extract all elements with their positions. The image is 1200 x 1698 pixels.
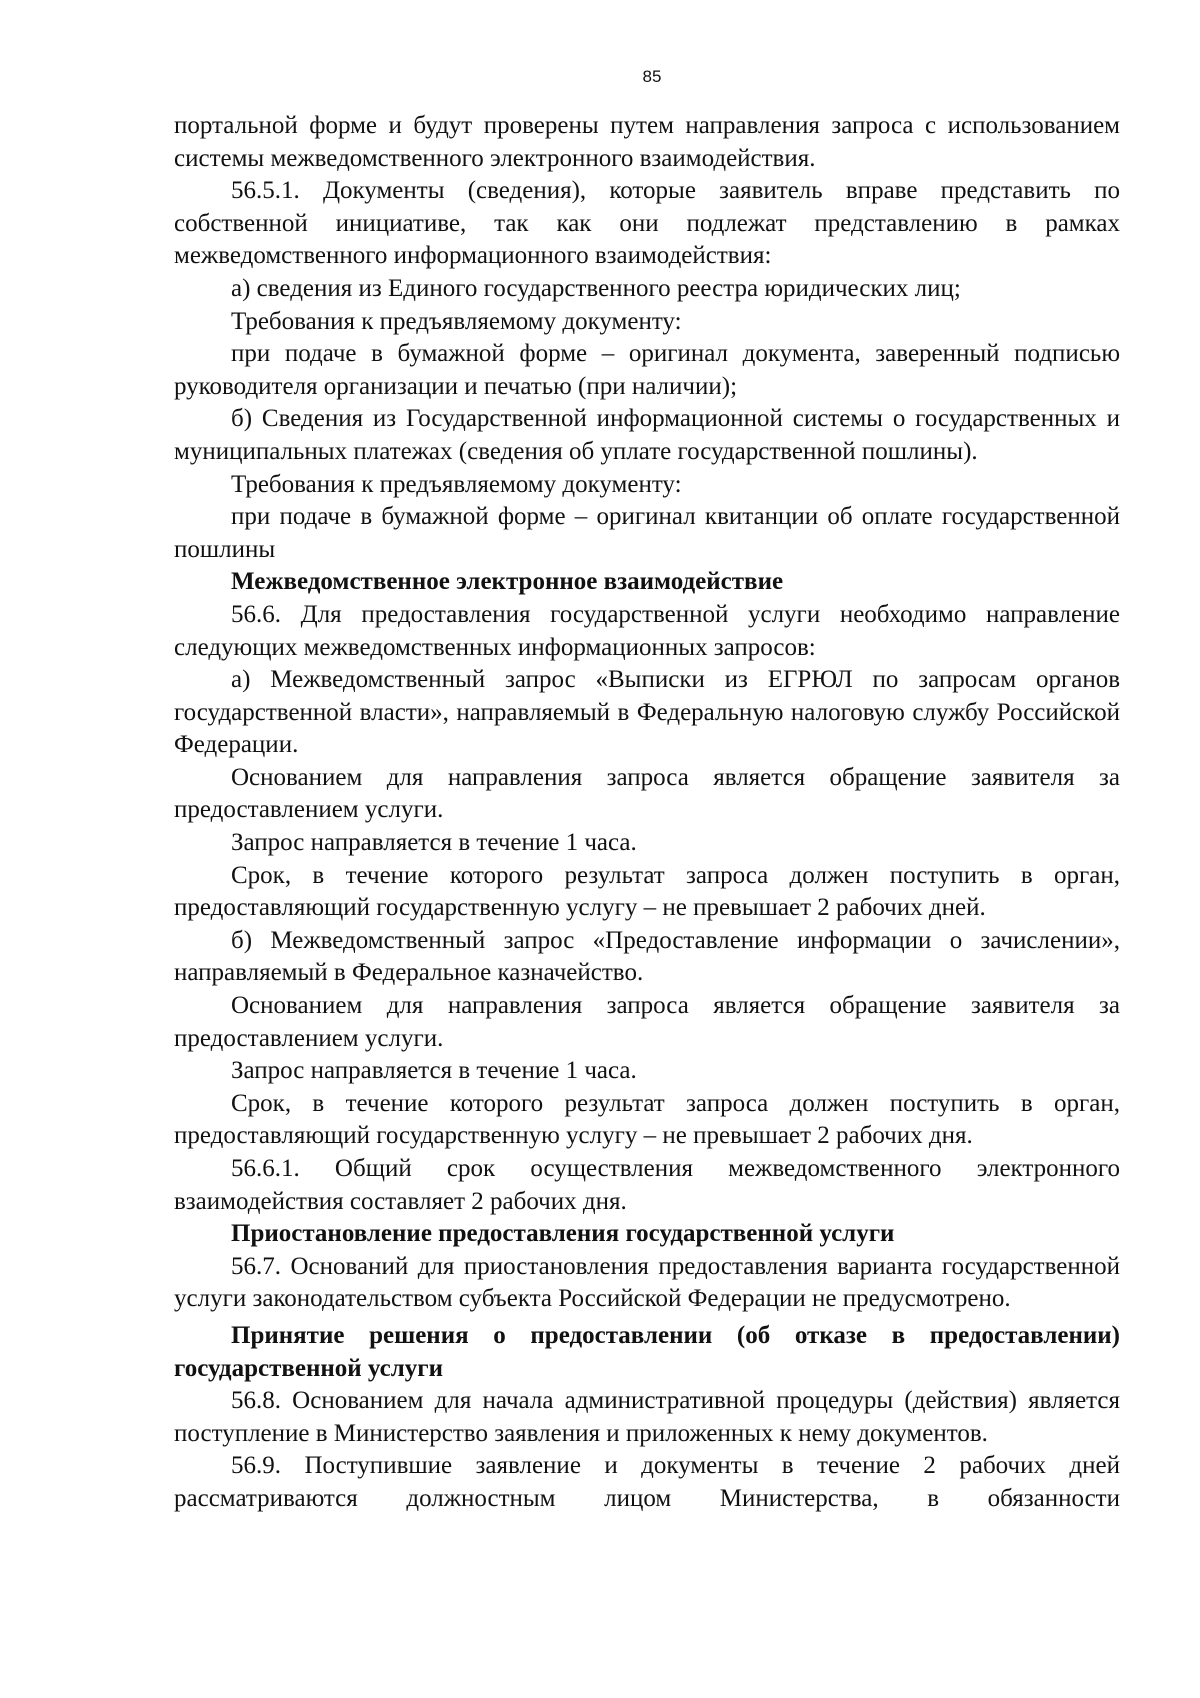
request-result-deadline: Срок, в течение которого результат запроса должен поступить в орган, предоставляющий государственную услугу – не превышает 2 рабочих дня. xyxy=(174,1089,1120,1150)
list-item-a-egrul: а) сведения из Единого государственного реестра юридических лиц; xyxy=(231,274,961,302)
request-timing: Запрос направляется в течение 1 часа. xyxy=(231,829,637,857)
paragraph-56-9: 56.9. Поступившие заявление и документы в течение 2 рабочих дней рассматриваются должностным лицом Министерства, в обязанности xyxy=(174,1452,1120,1512)
request-result-deadline: Срок, в течение которого результат запроса должен поступить в орган, предоставляющий государственную услугу – не превышает 2 рабочих дней. xyxy=(174,861,1120,922)
paragraph-continuation: портальной форме и будут проверены путем направления запроса с использованием системы межведомственного электронного взаимодействия. xyxy=(174,112,1120,172)
request-a-fns: а) Межведомственный запрос «Выписки из ЕГРЮЛ по запросам органов государственной власти», направляемый в Федеральную налоговую службу Российской Федерации. xyxy=(174,666,1120,759)
section-heading-interagency: Межведомственное электронное взаимодействие xyxy=(231,568,784,596)
request-basis: Основанием для направления запроса является обращение заявителя за предоставлением услуги. xyxy=(174,992,1120,1052)
section-heading-decision: Принятие решения о предоставлении (об отказе в предоставлении) государственной услуги xyxy=(174,1321,1120,1382)
request-timing: Запрос направляется в течение 1 часа. xyxy=(231,1057,637,1085)
paragraph-56-7: 56.7. Оснований для приостановления предоставления варианта государственной услуги законодательством субъекта Российской Федерации не предусмотрено. xyxy=(174,1252,1120,1313)
request-basis: Основанием для направления запроса является обращение заявителя за предоставлением услуги. xyxy=(174,763,1120,824)
document-page xyxy=(174,66,1120,1516)
page-number: 85 xyxy=(642,67,662,86)
paragraph-56-6-1: 56.6.1. Общий срок осуществления межведомственного электронного взаимодействия составляет 2 рабочих дня. xyxy=(174,1155,1120,1215)
requirements-label: Требования к предъявляемому документу: xyxy=(231,307,682,335)
paragraph-56-8: 56.8. Основанием для начала административной процедуры (действия) является поступление в Министерство заявления и приложенных к нему документов. xyxy=(174,1387,1120,1447)
requirements-label: Требования к предъявляемому документу: xyxy=(231,470,682,498)
list-item-b-gis-gmp: б) Сведения из Государственной информационной системы о государственных и муниципальных платежах (сведения об уплате государственной пошлины). xyxy=(174,405,1120,465)
request-b-treasury: б) Межведомственный запрос «Предоставление информации о зачислении», направляемый в Федеральное казначейство. xyxy=(174,926,1120,987)
section-heading-suspension: Приостановление предоставления государственной услуги xyxy=(231,1220,895,1248)
requirement-paper-receipt: при подаче в бумажной форме – оригинал квитанции об оплате государственной пошлины xyxy=(174,503,1120,563)
requirement-paper-original: при подаче в бумажной форме – оригинал документа, заверенный подписью руководителя организации и печатью (при наличии); xyxy=(174,340,1120,400)
paragraph-56-5-1: 56.5.1. Документы (сведения), которые заявитель вправе представить по собственной инициативе, так как они подлежат представлению в рамках межведомственного информационного взаимодействия: xyxy=(174,177,1120,270)
paragraph-56-6: 56.6. Для предоставления государственной услуги необходимо направление следующих межведомственных информационных запросов: xyxy=(174,600,1120,661)
